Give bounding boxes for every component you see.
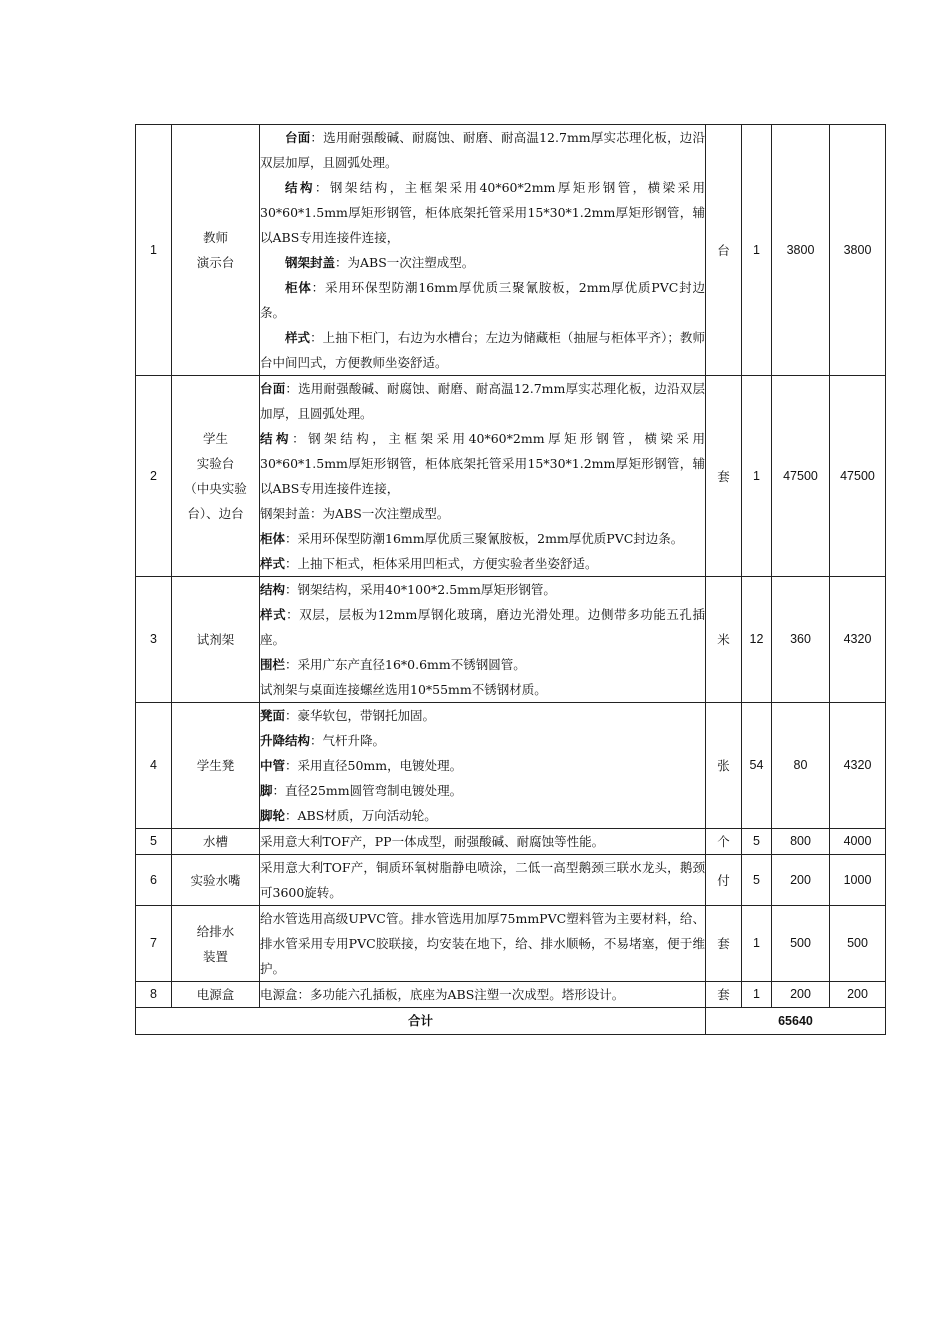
unit-cell: 付 — [706, 855, 742, 906]
quantity-cell: 5 — [742, 829, 772, 855]
row-number: 7 — [136, 906, 172, 982]
description-label: 升降结构 — [260, 733, 311, 748]
description-label: 柜体 — [285, 280, 312, 295]
description-paragraph — [260, 803, 705, 828]
description-paragraph — [260, 703, 705, 728]
item-name — [172, 982, 260, 1008]
line-total-cell: 3800 — [830, 125, 886, 376]
description-label: 样式 — [260, 607, 287, 622]
unit-cell: 套 — [706, 982, 742, 1008]
item-name-line: 水槽 — [202, 834, 228, 849]
description-paragraph — [260, 906, 705, 981]
description-text: 采用意大利TOF产，铜质环氧树脂静电喷涂，二低一高型鹅颈三联水龙头，鹅颈可3600旋转。 — [260, 860, 705, 900]
row-number: 6 — [136, 855, 172, 906]
description-paragraph — [260, 982, 705, 1007]
spec-table — [135, 124, 886, 1035]
description-paragraph — [260, 652, 705, 677]
item-name-line: 试剂架 — [196, 632, 235, 647]
unit-price-cell: 360 — [772, 577, 830, 703]
table-row — [136, 829, 886, 855]
table-row — [136, 703, 886, 829]
item-name-line: 学生 — [202, 431, 228, 446]
item-description — [260, 376, 706, 577]
description-paragraph — [260, 526, 705, 551]
description-text: 电源盒：多功能六孔插板，底座为ABS注塑一次成型。塔形设计。 — [260, 987, 625, 1002]
unit-price-cell: 80 — [772, 703, 830, 829]
item-description — [260, 703, 706, 829]
unit-price-cell: 200 — [772, 855, 830, 906]
description-text: ：气杆升降。 — [310, 733, 386, 748]
item-name-line: 给排水 — [196, 923, 235, 939]
unit-price-cell: 500 — [772, 906, 830, 982]
line-total-cell: 4320 — [830, 703, 886, 829]
item-description — [260, 125, 706, 376]
total-label: 合计 — [136, 1008, 706, 1035]
description-paragraph — [260, 325, 705, 375]
item-name-line: 教师 — [202, 230, 228, 245]
row-number: 2 — [136, 376, 172, 577]
unit-price-cell: 200 — [772, 982, 830, 1008]
description-paragraph — [260, 778, 705, 803]
total-row — [136, 1008, 886, 1035]
description-label: 结构 — [285, 180, 315, 195]
description-label: 中管 — [260, 758, 286, 773]
description-paragraph — [260, 602, 705, 652]
description-text: 钢架封盖：为ABS一次注塑成型。 — [260, 506, 450, 521]
quantity-cell: 1 — [742, 906, 772, 982]
description-paragraph — [260, 829, 705, 854]
description-text: ：豪华软包，带钢托加固。 — [285, 708, 436, 723]
description-paragraph — [260, 677, 705, 702]
description-label: 结构 — [260, 431, 293, 446]
item-name-line: 实验水嘴 — [190, 872, 241, 888]
item-name — [172, 906, 260, 982]
item-description — [260, 982, 706, 1008]
row-number: 8 — [136, 982, 172, 1008]
quantity-cell: 1 — [742, 376, 772, 577]
description-paragraph — [260, 577, 705, 602]
description-paragraph — [260, 175, 705, 250]
description-text: ：上抽下柜门，右边为水槽台；左边为储藏柜（抽屉与柜体平齐）；教师台中间凹式，方便教师坐姿舒适。 — [260, 330, 705, 370]
description-label: 脚轮 — [260, 808, 286, 823]
table-row — [136, 906, 886, 982]
description-paragraph — [260, 275, 705, 325]
description-label: 台面 — [260, 381, 286, 396]
description-label: 样式 — [285, 330, 311, 345]
table-body — [136, 125, 886, 1008]
table-row — [136, 125, 886, 376]
table-row — [136, 577, 886, 703]
item-name — [172, 855, 260, 906]
description-label: 柜体 — [260, 531, 286, 546]
item-name — [172, 703, 260, 829]
unit-cell: 米 — [706, 577, 742, 703]
quantity-cell: 54 — [742, 703, 772, 829]
quantity-cell: 12 — [742, 577, 772, 703]
description-paragraph — [260, 855, 705, 905]
description-label: 结构 — [260, 582, 286, 597]
quantity-cell: 5 — [742, 855, 772, 906]
description-paragraph — [260, 728, 705, 753]
description-label: 台面 — [285, 130, 311, 145]
table-row — [136, 982, 886, 1008]
description-text: ：选用耐强酸碱、耐腐蚀、耐磨、耐高温12.7mm厚实芯理化板，边沿双层加厚，且圆弧处理。 — [260, 381, 705, 421]
line-total-cell: 1000 — [830, 855, 886, 906]
item-name — [172, 829, 260, 855]
description-text: ：钢架结构，主框架采用40*60*2mm厚矩形钢管，横梁采用30*60*1.5mm厚矩形钢管，柜体底架托管采用15*30*1.2mm厚矩形钢管，辅以ABS专用连接件连接， — [260, 431, 705, 496]
description-paragraph — [260, 376, 705, 426]
total-value: 65640 — [706, 1008, 886, 1035]
item-name — [172, 376, 260, 577]
description-label: 钢架封盖 — [285, 255, 336, 270]
item-name-line: 电源盒 — [196, 987, 235, 1002]
description-paragraph — [260, 551, 705, 576]
quantity-cell: 1 — [742, 982, 772, 1008]
unit-price-cell: 3800 — [772, 125, 830, 376]
item-name-line: （中央实验 — [184, 481, 247, 496]
unit-cell: 套 — [706, 906, 742, 982]
unit-cell: 套 — [706, 376, 742, 577]
description-text: 试剂架与桌面连接螺丝选用10*55mm不锈钢材质。 — [260, 682, 547, 697]
item-name-line: 学生凳 — [196, 758, 235, 773]
description-label: 脚 — [260, 783, 273, 798]
description-text: ：直径25mm圆管弯制电镀处理。 — [272, 783, 463, 798]
description-paragraph — [260, 753, 705, 778]
unit-cell: 台 — [706, 125, 742, 376]
line-total-cell: 47500 — [830, 376, 886, 577]
row-number: 4 — [136, 703, 172, 829]
description-label: 围栏 — [260, 657, 286, 672]
item-name-line: 台）、边台 — [187, 506, 244, 521]
description-text: ：采用环保型防潮16mm厚优质三聚氰胺板，2mm厚优质PVC封边条。 — [285, 531, 684, 546]
description-text: ：采用环保型防潮16mm厚优质三聚氰胺板，2mm厚优质PVC封边条。 — [260, 280, 705, 320]
description-paragraph — [260, 501, 705, 526]
item-description — [260, 829, 706, 855]
description-text: 采用意大利TOF产，PP一体成型，耐强酸碱、耐腐蚀等性能。 — [260, 834, 605, 849]
table-row — [136, 855, 886, 906]
description-label: 凳面 — [260, 708, 286, 723]
unit-cell: 张 — [706, 703, 742, 829]
item-name — [172, 125, 260, 376]
description-text: ：采用直径50mm，电镀处理。 — [285, 758, 463, 773]
description-text: ：ABS材质，万向活动轮。 — [285, 808, 437, 823]
item-name-line: 演示台 — [196, 255, 235, 270]
row-number: 1 — [136, 125, 172, 376]
item-name-line: 实验台 — [196, 456, 235, 471]
unit-cell: 个 — [706, 829, 742, 855]
item-description — [260, 577, 706, 703]
line-total-cell: 500 — [830, 906, 886, 982]
item-description — [260, 906, 706, 982]
line-total-cell: 200 — [830, 982, 886, 1008]
unit-price-cell: 47500 — [772, 376, 830, 577]
row-number: 3 — [136, 577, 172, 703]
line-total-cell: 4320 — [830, 577, 886, 703]
description-label: 样式 — [260, 556, 286, 571]
description-text: ：钢架结构，采用40*100*2.5mm厚矩形钢管。 — [285, 582, 556, 597]
description-text: 给水管选用高级UPVC管。排水管选用加厚75mmPVC塑料管为主要材料，给、排水管采用专用PVC胶联接，均安装在地下，给、排水顺畅，不易堵塞，便于维护。 — [260, 911, 705, 976]
description-text: ：双层，层板为12mm厚钢化玻璃，磨边光滑处理。边侧带多功能五孔插座。 — [260, 607, 705, 647]
unit-price-cell: 800 — [772, 829, 830, 855]
item-name-line: 装置 — [202, 948, 228, 964]
quantity-cell: 1 — [742, 125, 772, 376]
description-text: ：选用耐强酸碱、耐腐蚀、耐磨、耐高温12.7mm厚实芯理化板，边沿双层加厚，且圆弧处理。 — [260, 130, 705, 170]
description-text: ：上抽下柜式，柜体采用凹柜式，方便实验者坐姿舒适。 — [285, 556, 598, 571]
table-row — [136, 376, 886, 577]
description-text: ：采用广东产直径16*0.6mm不锈钢圆管。 — [285, 657, 526, 672]
description-text: ：钢架结构，主框架采用40*60*2mm厚矩形钢管，横梁采用30*60*1.5mm厚矩形钢管，柜体底架托管采用15*30*1.2mm厚矩形钢管，辅以ABS专用连接件连接， — [260, 180, 705, 245]
item-name — [172, 577, 260, 703]
description-paragraph — [260, 250, 705, 275]
row-number: 5 — [136, 829, 172, 855]
description-text: ：为ABS一次注塑成型。 — [335, 255, 475, 270]
description-paragraph — [260, 426, 705, 501]
item-description — [260, 855, 706, 906]
line-total-cell: 4000 — [830, 829, 886, 855]
description-paragraph — [260, 125, 705, 175]
